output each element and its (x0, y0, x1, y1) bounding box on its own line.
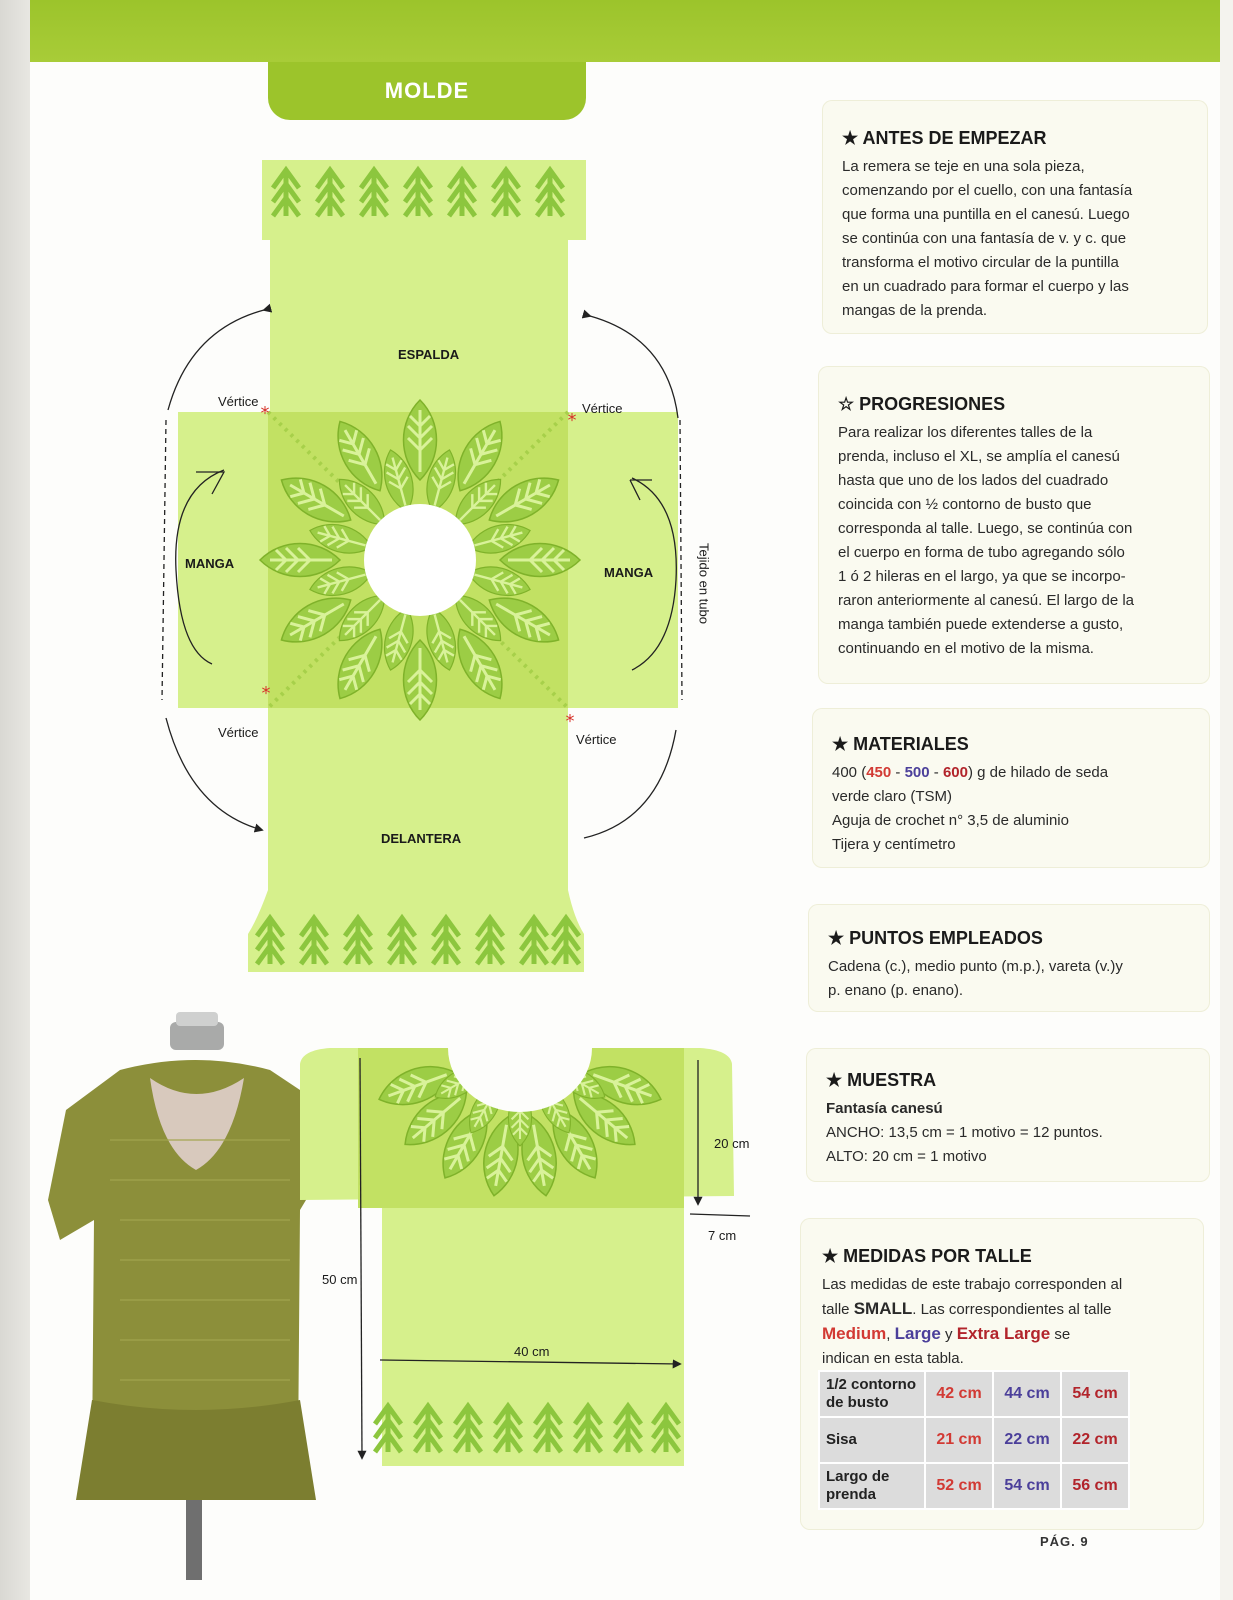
label-vertice-br: Vértice (576, 732, 617, 747)
materiales-text: ) g de hilado de seda (967, 764, 1109, 781)
label-tejido-en-tubo: Tejido en tubo (696, 543, 712, 624)
cell-large: 54 cm (993, 1463, 1061, 1509)
muestra-line: ANCHO: 13,5 cm = 1 motivo = 12 puntos. (826, 1124, 1103, 1141)
progresiones-line: continuando en el motivo de la misma. (838, 640, 1094, 657)
antes-line: se continúa con una fantasía de v. y c. que (842, 230, 1127, 247)
card-progresiones (818, 366, 1210, 684)
table-row (819, 1463, 1129, 1509)
medidas-line-1: Las medidas de este trabajo corresponden al (822, 1276, 1123, 1293)
progresiones-line: 1 ó 2 hileras en el largo, ya que se incorpo- (838, 568, 1126, 585)
size-table (818, 1370, 1130, 1510)
separator: - (929, 764, 943, 781)
svg-text:*: * (565, 711, 575, 732)
progresiones-line: manga también puede extenderse a gusto, (838, 616, 1124, 633)
medidas-line-3 (822, 1322, 1204, 1347)
card-antes-de-empezar (822, 100, 1208, 334)
cell-xl: 22 cm (1061, 1417, 1129, 1463)
materiales-line-3: Aguja de crochet n° 3,5 de aluminio (832, 812, 1069, 829)
medidas-line-2 (822, 1297, 1204, 1322)
medidas-title: ★ MEDIDAS POR TALLE (822, 1246, 1032, 1266)
table-row (819, 1371, 1129, 1417)
medidas-line-4: indican en esta tabla. (822, 1350, 964, 1367)
size-large-value: 500 (904, 764, 930, 781)
cell-xl: 54 cm (1061, 1371, 1129, 1417)
svg-text:*: * (260, 403, 270, 424)
progresiones-line: corresponda al talle. Luego, se continúa con (838, 520, 1133, 537)
label-manga-right: MANGA (604, 565, 654, 580)
size-small-label: SMALL (853, 1299, 913, 1318)
puntos-title: ★ PUNTOS EMPLEADOS (828, 928, 1043, 948)
dim-7cm: 7 cm (708, 1228, 737, 1243)
dim-20cm: 20 cm (714, 1136, 750, 1151)
size-medium-value: 450 (866, 764, 892, 781)
muestra-line: ALTO: 20 cm = 1 motivo (826, 1148, 987, 1165)
puntos-line: Cadena (c.), medio punto (m.p.), vareta (v.)y (828, 958, 1123, 975)
cell-large: 44 cm (993, 1371, 1061, 1417)
label-vertice-tl: Vértice (218, 394, 259, 409)
muestra-subtitle: Fantasía canesú (826, 1100, 943, 1117)
antes-title: ★ ANTES DE EMPEZAR (842, 128, 1047, 148)
section-tab-label: MOLDE (384, 78, 470, 103)
cell-medium: 52 cm (925, 1463, 993, 1509)
medidas-text: . Las correspondientes al talle (912, 1301, 1112, 1318)
separator: y (940, 1326, 957, 1343)
separator: , (886, 1326, 895, 1343)
row-label: Sisa (819, 1417, 925, 1463)
cell-medium: 42 cm (925, 1371, 993, 1417)
cell-xl: 56 cm (1061, 1463, 1129, 1509)
size-xl-value: 600 (942, 764, 968, 781)
materiales-line-4: Tijera y centímetro (832, 836, 956, 853)
progresiones-line: Para realizar los diferentes talles de la (838, 424, 1093, 441)
progresiones-line: el cuerpo en forma de tubo agregando sólo (838, 544, 1125, 561)
progresiones-line: coincida con ½ contorno de busto que (838, 496, 1092, 513)
progresiones-line: prenda, incluso el XL, se amplía el canesú (838, 448, 1120, 465)
cell-medium: 21 cm (925, 1417, 993, 1463)
label-delantera: DELANTERA (381, 831, 462, 846)
label-vertice-tr: Vértice (582, 401, 623, 416)
card-muestra (806, 1048, 1210, 1182)
antes-line: La remera se teje en una sola pieza, (842, 158, 1085, 175)
antes-line: comenzando por el cuello, con una fantasía (842, 182, 1133, 199)
antes-line: que forma una puntilla en el canesú. Luego (842, 206, 1130, 223)
label-vertice-bl: Vértice (218, 725, 259, 740)
label-manga-left: MANGA (185, 556, 235, 571)
table-row (819, 1417, 1129, 1463)
card-materiales (812, 708, 1210, 868)
antes-line: mangas de la prenda. (842, 302, 988, 319)
materiales-text: 400 ( (832, 764, 867, 781)
materiales-title: ★ MATERIALES (832, 734, 969, 754)
row-label: 1/2 contorno de busto (819, 1371, 925, 1417)
svg-text:*: * (261, 683, 271, 704)
antes-line: transforma el motivo circular de la puntilla (842, 254, 1119, 271)
separator: - (891, 764, 905, 781)
muestra-title: ★ MUESTRA (826, 1070, 937, 1090)
label-espalda: ESPALDA (398, 347, 460, 362)
materiales-line-2: verde claro (TSM) (832, 788, 953, 805)
svg-text:*: * (567, 410, 577, 431)
antes-line: en un cuadrado para formar el cuerpo y las (842, 278, 1129, 295)
dim-40cm: 40 cm (514, 1344, 550, 1359)
dim-50cm: 50 cm (322, 1272, 358, 1287)
progresiones-title: ☆ PROGRESIONES (838, 394, 1006, 414)
progresiones-line: raron anteriormente al canesú. El largo de la (838, 592, 1135, 609)
progresiones-line: hasta que uno de los lados del cuadrado (838, 472, 1109, 489)
card-puntos-empleados (808, 904, 1210, 1012)
size-large-label: Large (894, 1324, 941, 1343)
page-number: PÁG. 9 (1040, 1534, 1089, 1549)
puntos-line: p. enano (p. enano). (828, 982, 964, 999)
cell-large: 22 cm (993, 1417, 1061, 1463)
medidas-text: se (1050, 1326, 1071, 1343)
row-label: Largo de prenda (819, 1463, 925, 1509)
size-xl-label: Extra Large (956, 1324, 1051, 1343)
materiales-line-1 (832, 761, 1210, 785)
medidas-text: talle (822, 1301, 854, 1318)
size-medium-label: Medium (822, 1324, 887, 1343)
